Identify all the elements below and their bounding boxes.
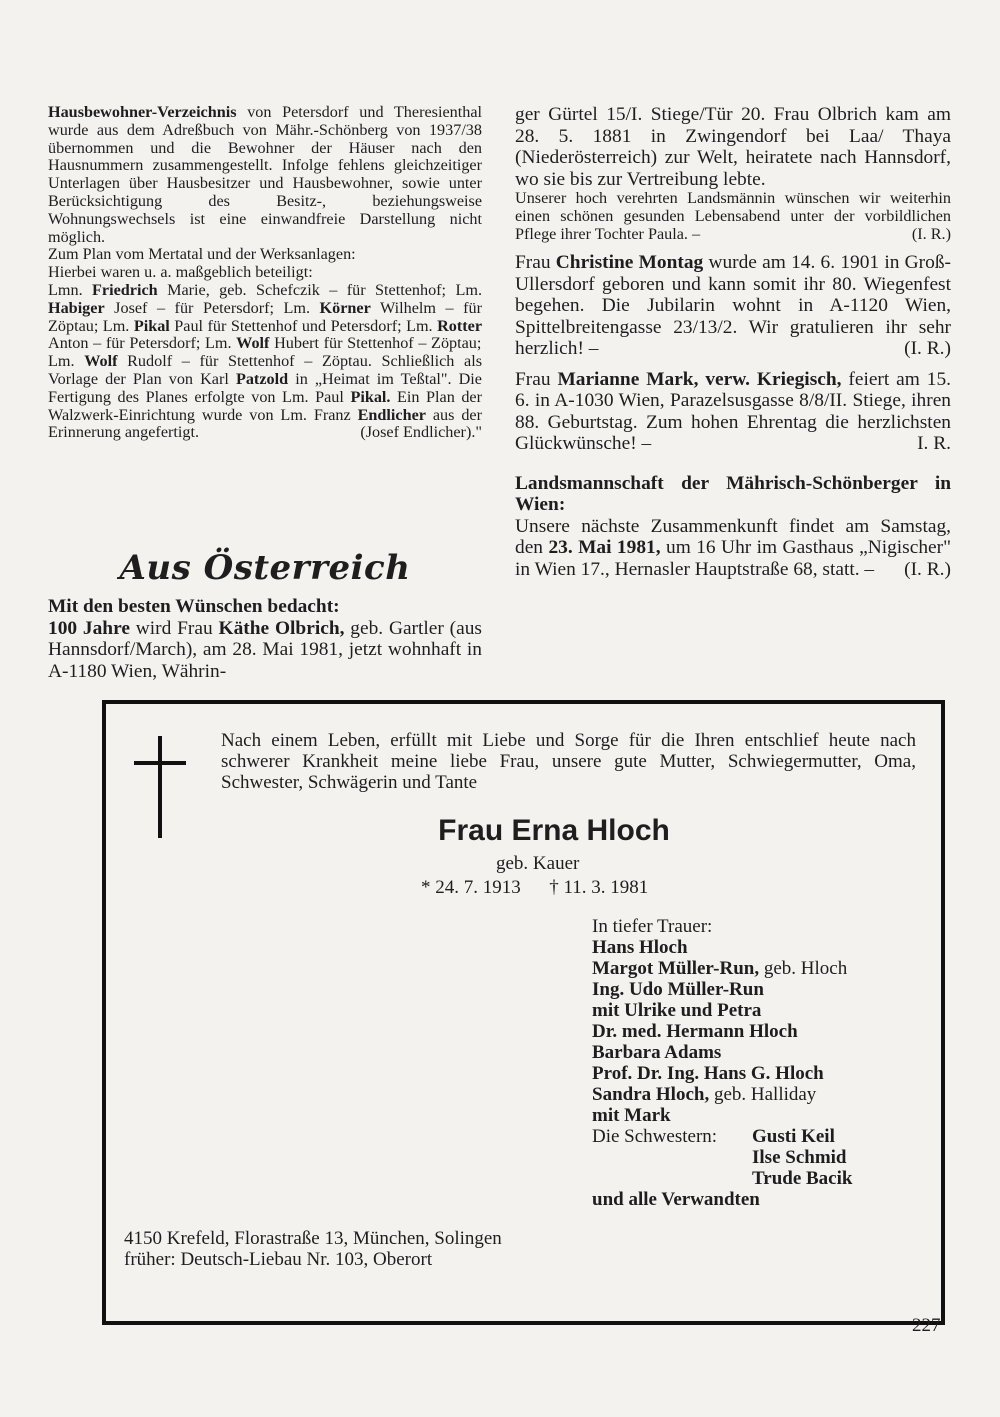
mourner: Dr. med. Hermann Hloch (592, 1021, 798, 1042)
landsmannschaft-heading: Landsmannschaft der Mährisch-Schönberger in Wien: (515, 472, 951, 516)
mourner: mit Ulrike und Petra (592, 1000, 762, 1021)
life-dates (421, 877, 648, 899)
subheading: Mit den besten Wünschen bedacht: (48, 596, 340, 617)
address-line: 4150 Krefeld, Florastraße 13, München, Solingen (124, 1228, 502, 1249)
birth-date: * 24. 7. 1913 (421, 877, 521, 898)
sisters-label: Die Schwestern: (592, 1126, 718, 1147)
mourner: Ing. Udo Müller-Run (592, 979, 764, 1000)
page-number: 227 (912, 1315, 941, 1336)
mourner: Hans Hloch (592, 937, 688, 958)
signature: (Josef Endlicher)." (360, 423, 482, 442)
maiden-name: geb. Kauer (496, 853, 580, 874)
birthday-section (48, 596, 482, 682)
cross-icon-bar (134, 761, 186, 765)
plan-line-2: Hierbei waren u. a. maßgeblich beteiligt: (48, 263, 313, 282)
mourner: Prof. Dr. Ing. Hans G. Hloch (592, 1063, 824, 1084)
mourners-list (592, 916, 852, 1210)
mourner: Sandra Hloch, geb. Halliday (592, 1084, 817, 1105)
mourner: Margot Müller-Run, geb. Hloch (592, 958, 848, 979)
contributors-paragraph: Lmn. Friedrich Marie, geb. Schefczik – für Stettenhof; Lm. Habiger Josef – für Petersdorf; Lm. Körner Wilhelm – für Zöptau; Lm. Pikal Paul für Stettenhof und Petersdorf; Lm. Rotter Anton – für Petersdorf; Lm. Wolf Hubert für Stettenhof – Zöptau; Lm. Wolf Rudolf – für Stettenhof – Zöptau. Schließlich als Vorlage der Plan von Karl Patzold in „Heimat im Teßtal". Die Fertigung des Planes erfolgte von Lm. Paul Pikal. Ein Plan der Walzwerk-Einrichtung wurde von Lm. Franz Endlicher aus der Erinnerung angefertigt. (Josef Endlicher)." (48, 280, 483, 442)
sisters-row: Die Schwestern: Gusti Keil (592, 1126, 835, 1147)
obituary-intro: Nach einem Leben, erfüllt mit Liebe und Sorge für die Ihren entschlief heute nach schwerer Krankheit meine liebe Frau, unsere gute Mutter, Schwiegermutter, Oma, Schwester, Schwägerin und Tante (221, 730, 916, 793)
address-block (124, 1228, 502, 1270)
death-date: † 11. 3. 1981 (549, 877, 649, 898)
plan-line-1: Zum Plan vom Mertatal und der Werksanlagen: (48, 245, 356, 264)
heading-bold: Hausbewohner-Verzeichnis (48, 103, 237, 121)
meeting-paragraph: Unsere nächste Zusammenkunft findet am Samstag, den 23. Mai 1981, um 16 Uhr im Gasthaus „Nigischer" in Wien 17., Hernasler Hauptstraße 68, statt. – (I. R.) (515, 515, 951, 580)
deceased-name: Frau Erna Hloch (438, 814, 670, 847)
sister: Trude Bacik (752, 1168, 853, 1189)
montag-paragraph: Frau Christine Montag wurde am 14. 6. 1901 in Groß-Ullersdorf geboren und kann somit ihr 80. Wiegenfest begehen. Die Jubilarin wohnt in A-1120 Wien, Spittelbreitengasse 23/13/2. Wir gratulieren ihr sehr herzlich! – (I. R.) (515, 252, 951, 360)
mark-paragraph: Frau Marianne Mark, verw. Kriegisch, feiert am 15. 6. in A-1030 Wien, Parazelsusgasse 8/8/II. Stiege, ihren 88. Geburtstag. Zum hohen Ehrentag die herzlichsten Glückwünsche! – I. R. (515, 368, 951, 455)
obituary-box (102, 700, 945, 1325)
olbrich-paragraph: 100 Jahre wird Frau Käthe Olbrich, geb. Gartler (aus Hannsdorf/March), am 28. Mai 1981, jetzt wohnhaft in A-1180 Wien, Währin- (48, 617, 482, 682)
mourner: Barbara Adams (592, 1042, 722, 1063)
address-line: früher: Deutsch-Liebau Nr. 103, Oberort (124, 1249, 433, 1270)
sister: Ilse Schmid (752, 1147, 847, 1168)
section-title: Aus Österreich (119, 548, 411, 588)
olbrich-continued: ger Gürtel 15/I. Stiege/Tür 20. Frau Olbrich kam am 28. 5. 1881 in Zwingendorf bei Laa/ Thaya (Niederösterreich) zur Welt, heiratete nach Hannsdorf, wo sie bis zur Vertreibung lebte. (515, 104, 951, 190)
relatives: und alle Verwandten (592, 1189, 760, 1210)
right-column (515, 104, 951, 580)
left-column (48, 104, 482, 442)
mourner: mit Mark (592, 1105, 671, 1126)
cross-icon (158, 736, 162, 838)
mourning-label: In tiefer Trauer: (592, 916, 713, 937)
intro-paragraph: Hausbewohner-Verzeichnis von Petersdorf und Theresienthal wurde aus dem Adreßbuch von Mähr.-Schönberg von 1937/38 übernommen und die Bewohner der Häuser nach den Hausnummern zusammengestellt. Infolge fehlens gleichzeitiger Unterlagen über Hausbesitzer und Hausbewohner, sowie unter Berücksichtigung des Besitz-, beziehungsweise Wohnungswechsels ist eine einwandfreie Darstellung nicht möglich. (48, 103, 482, 246)
olbrich-wishes: Unserer hoch verehrten Landsmännin wünschen wir weiterhin einen schönen gesunden Lebensabend unter der vorbildlichen Pflege ihrer Tochter Paula. – (I. R.) (515, 189, 951, 243)
